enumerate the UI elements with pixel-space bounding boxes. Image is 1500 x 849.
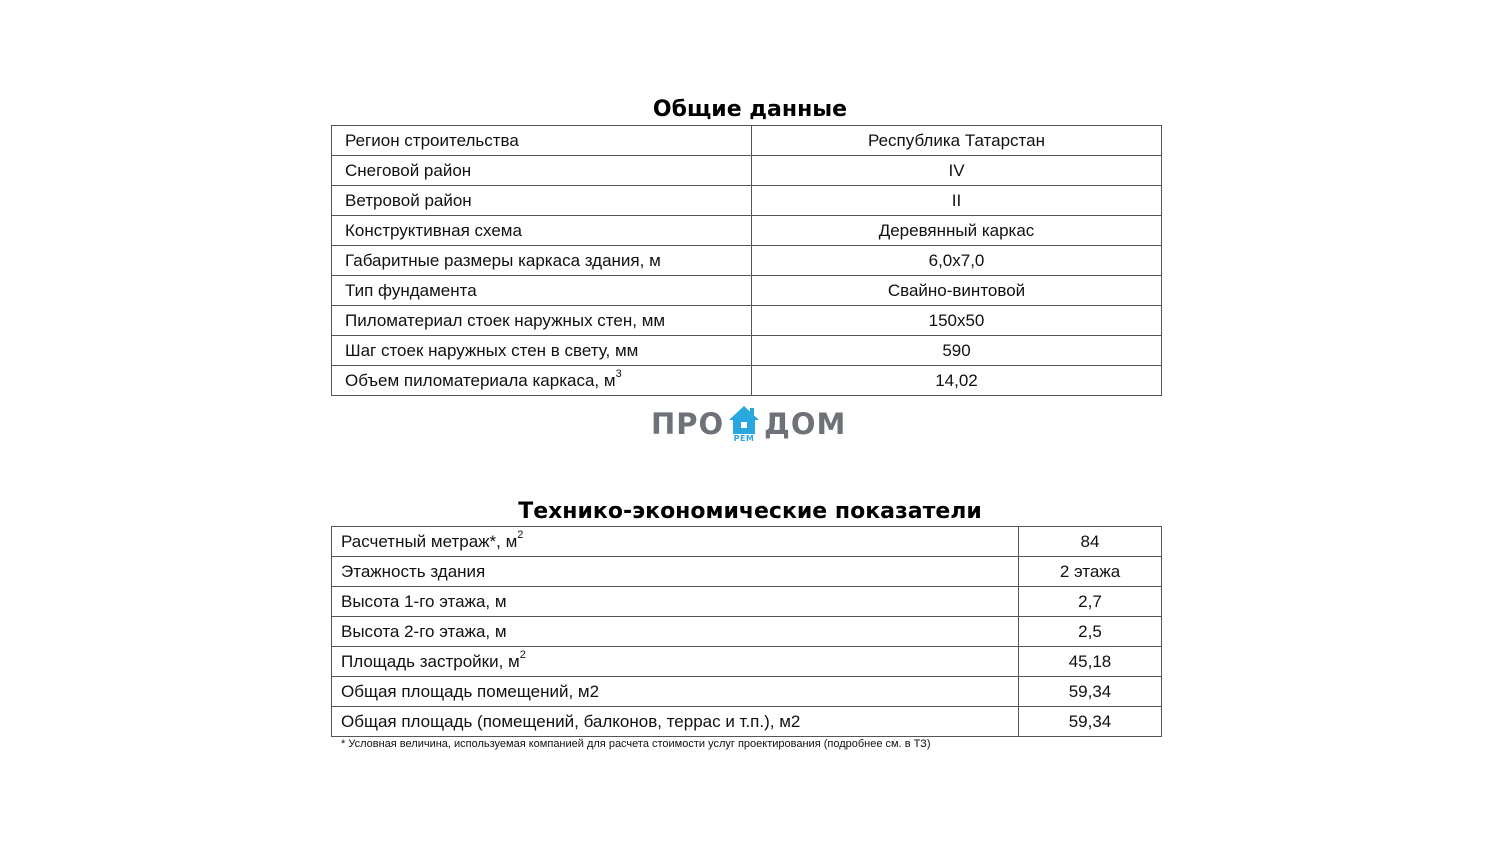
- row-value: II: [752, 186, 1162, 216]
- unit-superscript: 2: [517, 528, 524, 541]
- row-label: [332, 366, 752, 396]
- general-data-title: Общие данные: [652, 97, 848, 122]
- table-row: [332, 647, 1162, 677]
- row-value: 14,02: [752, 366, 1162, 396]
- row-label: Конструктивная схема: [332, 216, 752, 246]
- row-value: 2 этажа: [1019, 557, 1162, 587]
- table-row: [332, 246, 1162, 276]
- row-value: Свайно-винтовой: [752, 276, 1162, 306]
- row-label: Тип фундамента: [332, 276, 752, 306]
- table-row: [332, 186, 1162, 216]
- table-row: [332, 336, 1162, 366]
- row-label: Габаритные размеры каркаса здания, м: [332, 246, 752, 276]
- table-row: [332, 276, 1162, 306]
- unit-superscript: 3: [615, 367, 622, 380]
- table-row: [332, 527, 1162, 557]
- row-value: Деревянный каркас: [752, 216, 1162, 246]
- table-row: [332, 306, 1162, 336]
- table-row: [332, 557, 1162, 587]
- footnote: * Условная величина, используемая компанией для расчета стоимости услуг проектирования (подробнее см. в ТЗ): [341, 738, 931, 750]
- row-value: IV: [752, 156, 1162, 186]
- row-label: Общая площадь (помещений, балконов, террас и т.п.), м2: [332, 707, 1019, 737]
- row-label: Высота 2-го этажа, м: [332, 617, 1019, 647]
- table-row: [332, 216, 1162, 246]
- general-data-table: [331, 125, 1162, 396]
- tep-title: Технико-экономические показатели: [518, 499, 982, 524]
- table-row: [332, 677, 1162, 707]
- table-row: [332, 707, 1162, 737]
- row-label-text: Расчетный метраж*, м: [341, 531, 518, 551]
- row-value: 2,5: [1019, 617, 1162, 647]
- row-value: 84: [1019, 527, 1162, 557]
- table-row: [332, 587, 1162, 617]
- row-value: 590: [752, 336, 1162, 366]
- row-value: Республика Татарстан: [752, 126, 1162, 156]
- table-row: [332, 156, 1162, 186]
- unit-superscript: 2: [519, 648, 526, 661]
- row-value: 6,0х7,0: [752, 246, 1162, 276]
- logo-text-left: ПРО: [651, 407, 725, 441]
- company-logo: [648, 404, 850, 446]
- logo-subtext: РЕМ: [733, 434, 755, 443]
- table-row: [332, 617, 1162, 647]
- row-label-text: Площадь застройки, м: [341, 651, 520, 671]
- table-row: [332, 126, 1162, 156]
- row-label: Шаг стоек наружных стен в свету, мм: [332, 336, 752, 366]
- row-value: 59,34: [1019, 707, 1162, 737]
- row-label: [332, 647, 1019, 677]
- row-label: Этажность здания: [332, 557, 1019, 587]
- row-label: Снеговой район: [332, 156, 752, 186]
- row-label-text: Объем пиломатериала каркаса, м: [345, 370, 616, 390]
- row-label: Ветровой район: [332, 186, 752, 216]
- row-label: Высота 1-го этажа, м: [332, 587, 1019, 617]
- logo-text-right: ДОМ: [764, 407, 847, 441]
- row-label: [332, 527, 1019, 557]
- row-value: 2,7: [1019, 587, 1162, 617]
- table-row: [332, 366, 1162, 396]
- house-icon: [728, 405, 760, 435]
- row-label: Общая площадь помещений, м2: [332, 677, 1019, 707]
- row-label: Пиломатериал стоек наружных стен, мм: [332, 306, 752, 336]
- tep-table: [331, 526, 1162, 737]
- row-value: 150х50: [752, 306, 1162, 336]
- row-value: 59,34: [1019, 677, 1162, 707]
- row-label: Регион строительства: [332, 126, 752, 156]
- row-value: 45,18: [1019, 647, 1162, 677]
